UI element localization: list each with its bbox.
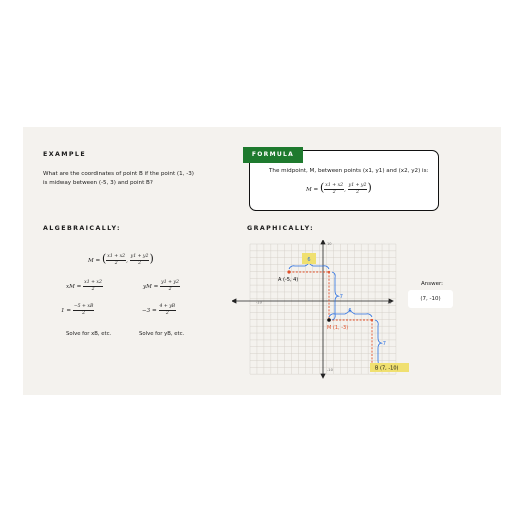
- ex-num: −5 + xB: [73, 304, 94, 309]
- xm-num: x1 + x2: [84, 280, 102, 285]
- ey-den: 2: [165, 311, 169, 316]
- answer-label: Answer:: [421, 281, 444, 287]
- corner-m: [371, 319, 373, 321]
- formula-tag: FORMULA: [243, 147, 303, 163]
- algebraically-heading: ALGEBRAICALLY:: [43, 225, 121, 232]
- alg-m-lhs: M =: [88, 258, 101, 264]
- alg-midpoint-formula: M = ( $\frac{x1 + x2}{2}$ , $\frac{y1 + y2}{2}$ ): [88, 252, 154, 266]
- alg-y-den: 2: [138, 261, 142, 266]
- ym-den: 2: [168, 287, 172, 292]
- formula-y-den: 2: [356, 190, 360, 195]
- graphically-heading: GRAPHICALLY:: [247, 225, 314, 232]
- solve-x-note: Solve for xB, etc.: [66, 331, 112, 337]
- label-b: B (7, -10): [375, 365, 399, 372]
- label-a: A (-5, 4): [278, 277, 299, 283]
- question-line-2: is midway between (-5, 3) and point B?: [43, 179, 153, 186]
- formula-x-den: 2: [332, 190, 336, 195]
- xm-lhs: xM =: [66, 284, 82, 290]
- xm-equation: [66, 280, 103, 293]
- ey-num: 4 + yB: [159, 304, 176, 309]
- corner-a: [328, 271, 330, 273]
- braces: [289, 262, 381, 367]
- alg-x-den: 2: [114, 261, 118, 266]
- solve-y-note: Solve for yB, etc.: [139, 331, 185, 337]
- formula-text: The midpoint, M, between points (x1, y1) and (x2, y2) is:: [269, 168, 429, 174]
- tick-right: 10: [387, 300, 392, 305]
- example-heading: EXAMPLE: [43, 151, 87, 158]
- ym-equation: [143, 280, 180, 293]
- label-m: M (1, -3): [327, 325, 349, 331]
- ex-den: 2: [82, 311, 86, 316]
- formula-x-num: x1 + x2: [325, 183, 344, 188]
- tick-bottom: -10: [327, 368, 333, 372]
- ex-lhs: 1 =: [61, 308, 72, 314]
- alg-y-num: y1 + y2: [130, 254, 149, 259]
- dx1-label: 6: [307, 257, 311, 263]
- dx2-label: 6: [348, 308, 352, 314]
- dy2-label: -7: [381, 341, 386, 347]
- answer-box: (7, -10): [408, 290, 453, 308]
- point-a: [287, 270, 290, 273]
- question-line-1: What are the coordinates of point B if the point (1, -3): [43, 171, 194, 177]
- y-substituted-equation: [142, 304, 176, 317]
- midpoint-formula: M = ( $\frac{x1 + x2}{2}$ , $\frac{y1 + y2}{2}$ ): [306, 181, 372, 195]
- tick-top: 10: [327, 242, 332, 246]
- alg-x-num: x1 + x2: [107, 254, 126, 259]
- ey-lhs: −3 =: [142, 308, 157, 314]
- dy1-label: -7: [338, 294, 343, 300]
- example-question: [43, 170, 194, 187]
- ym-lhs: yM =: [143, 284, 159, 290]
- ym-num: y1 + y2: [161, 280, 179, 285]
- y-axis-arrow-down: [321, 374, 325, 378]
- x-axis-arrow-left: [232, 299, 236, 303]
- x-substituted-equation: [61, 304, 94, 317]
- point-m: [327, 318, 331, 322]
- formula-lhs: M =: [306, 187, 319, 193]
- coordinate-graph: [232, 240, 412, 380]
- y-axis-arrow-up: [321, 240, 325, 244]
- formula-y-num: y1 + y2: [348, 183, 367, 188]
- xm-den: 2: [91, 287, 95, 292]
- tick-left: -10: [256, 300, 262, 305]
